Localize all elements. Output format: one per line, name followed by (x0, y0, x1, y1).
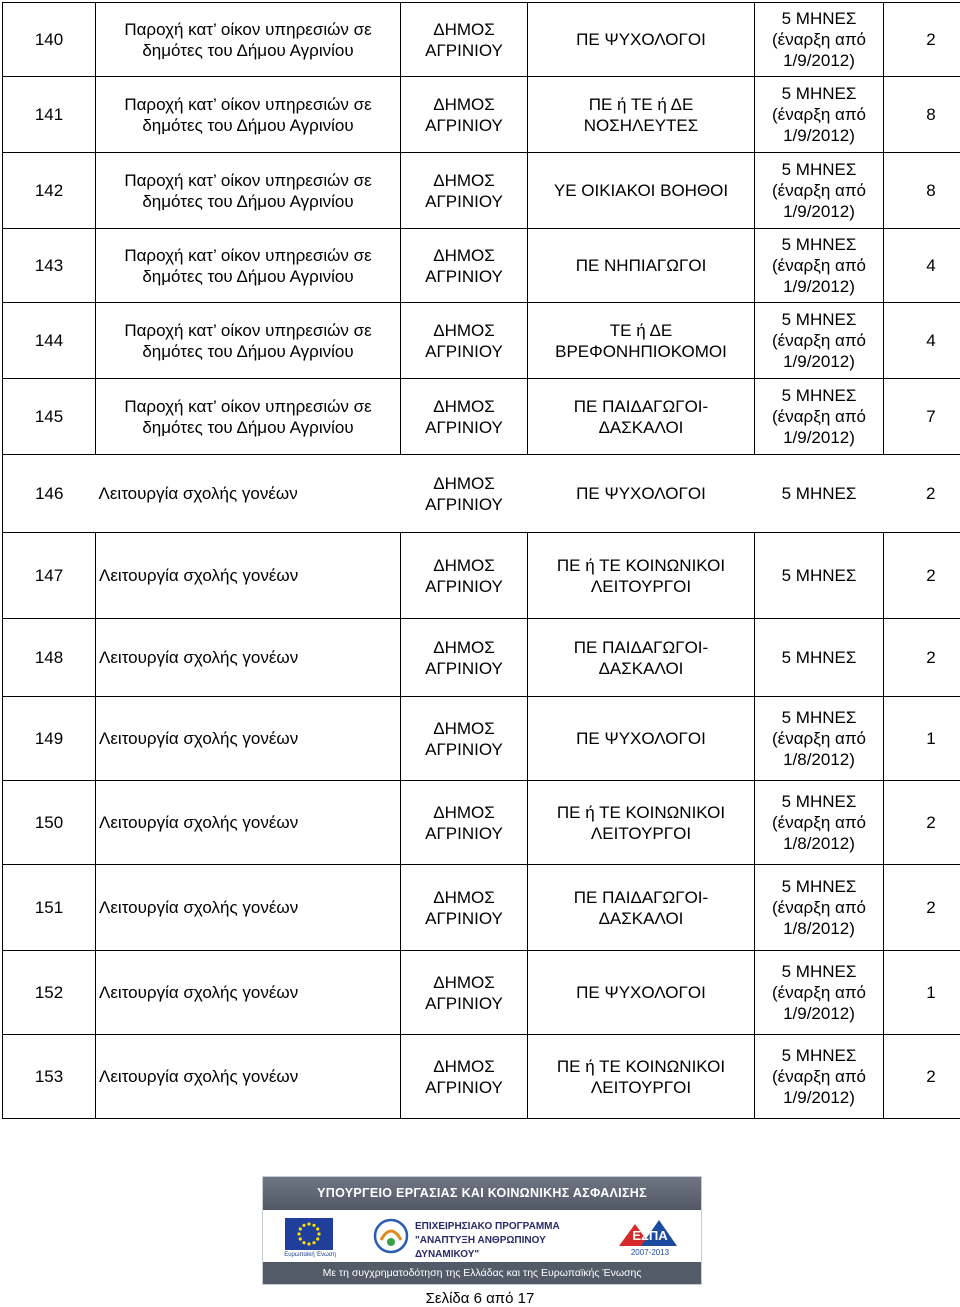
row-duration-line: (έναρξη από (758, 29, 880, 50)
row-municipality (401, 455, 528, 533)
row-municipality (401, 3, 528, 77)
row-municipality-line: ΑΓΡΙΝΙΟΥ (404, 115, 524, 136)
row-description-line: Λειτουργία σχολής γονέων (99, 483, 398, 504)
operational-program-logo-icon (373, 1218, 409, 1254)
row-duration-line: 5 ΜΗΝΕΣ (758, 961, 880, 982)
positions-table (2, 2, 960, 1119)
row-duration-line: (έναρξη από (758, 104, 880, 125)
table-row (3, 781, 960, 865)
row-specialty-line: ΔΑΣΚΑΛΟΙ (531, 908, 751, 929)
row-count: 2 (884, 781, 960, 865)
row-specialty (528, 865, 755, 951)
row-specialty (528, 77, 755, 153)
row-duration (755, 77, 884, 153)
ministry-title: ΥΠΟΥΡΓΕΙΟ ΕΡΓΑΣΙΑΣ ΚΑΙ ΚΟΙΝΩΝΙΚΗΣ ΑΣΦΑΛΙΣΗΣ (263, 1177, 701, 1210)
row-duration-line: 5 ΜΗΝΕΣ (758, 1045, 880, 1066)
row-specialty-line: ΠΕ ή ΤΕ ΚΟΙΝΩΝΙΚΟΙ (531, 802, 751, 823)
row-number: 144 (3, 303, 96, 379)
eu-caption: Ευρωπαϊκή Ένωση (277, 1252, 343, 1259)
logos-strip (263, 1210, 701, 1262)
row-count: 2 (884, 1035, 960, 1119)
row-specialty-line: ΠΕ ή ΤΕ ΚΟΙΝΩΝΙΚΟΙ (531, 1056, 751, 1077)
row-specialty-line: ΠΕ ΨΥΧΟΛΟΓΟΙ (531, 29, 751, 50)
row-specialty (528, 951, 755, 1035)
row-count: 2 (884, 455, 960, 533)
row-count: 7 (884, 379, 960, 455)
espa-logo-icon (615, 1216, 685, 1258)
row-description (96, 533, 401, 619)
row-specialty-line: ΛΕΙΤΟΥΡΓΟΙ (531, 1077, 751, 1098)
row-duration-line: 1/9/2012) (758, 1003, 880, 1024)
row-duration-line: (έναρξη από (758, 812, 880, 833)
row-description-line: Λειτουργία σχολής γονέων (99, 982, 397, 1003)
row-municipality-line: ΑΓΡΙΝΙΟΥ (404, 494, 525, 515)
row-municipality (401, 865, 528, 951)
eu-flag-icon (285, 1218, 333, 1250)
row-duration-line: (έναρξη από (758, 180, 880, 201)
row-duration-line: 1/9/2012) (758, 1087, 880, 1108)
row-duration (755, 533, 884, 619)
row-specialty (528, 1035, 755, 1119)
table-row (3, 455, 960, 533)
row-specialty (528, 303, 755, 379)
row-duration (755, 303, 884, 379)
row-number: 148 (3, 619, 96, 697)
row-description (96, 781, 401, 865)
table-row (3, 951, 960, 1035)
positions-table-body (3, 3, 960, 1119)
table-row (3, 3, 960, 77)
row-municipality-line: ΔΗΜΟΣ (404, 19, 524, 40)
row-municipality (401, 153, 528, 229)
row-municipality-line: ΔΗΜΟΣ (404, 637, 524, 658)
program-line-2: "ΑΝΑΠΤΥΞΗ ΑΝΘΡΩΠΙΝΟΥ ΔΥΝΑΜΙΚΟΥ" (415, 1234, 605, 1262)
row-specialty (528, 697, 755, 781)
row-specialty (528, 455, 755, 533)
row-description-line: δημότες του Δήμου Αγρινίου (99, 266, 397, 287)
row-municipality (401, 303, 528, 379)
row-duration-line: 5 ΜΗΝΕΣ (758, 483, 881, 504)
row-specialty-line: ΛΕΙΤΟΥΡΓΟΙ (531, 576, 751, 597)
row-duration (755, 1035, 884, 1119)
row-municipality-line: ΑΓΡΙΝΙΟΥ (404, 739, 524, 760)
row-duration-line: 1/9/2012) (758, 125, 880, 146)
row-duration-line: (έναρξη από (758, 1066, 880, 1087)
table-row (3, 379, 960, 455)
row-duration-line: 1/8/2012) (758, 833, 880, 854)
page-number: Σελίδα 6 από 17 (0, 1290, 960, 1307)
row-number: 150 (3, 781, 96, 865)
row-duration (755, 865, 884, 951)
row-specialty-line: ΠΕ ΝΗΠΙΑΓΩΓΟΙ (531, 255, 751, 276)
row-number: 152 (3, 951, 96, 1035)
row-number: 153 (3, 1035, 96, 1119)
row-specialty-line: ΛΕΙΤΟΥΡΓΟΙ (531, 823, 751, 844)
row-description (96, 77, 401, 153)
row-specialty-line: ΠΕ ή ΤΕ ή ΔΕ (531, 94, 751, 115)
table-row (3, 533, 960, 619)
program-name (415, 1220, 605, 1262)
row-count: 4 (884, 303, 960, 379)
row-specialty-line: ΔΑΣΚΑΛΟΙ (531, 658, 751, 679)
row-number: 140 (3, 3, 96, 77)
row-description-line: δημότες του Δήμου Αγρινίου (99, 191, 397, 212)
row-municipality-line: ΑΓΡΙΝΙΟΥ (404, 266, 524, 287)
row-duration-line: 1/9/2012) (758, 427, 880, 448)
row-duration-line: 5 ΜΗΝΕΣ (758, 385, 880, 406)
row-duration-line: 1/8/2012) (758, 918, 880, 939)
row-municipality-line: ΑΓΡΙΝΙΟΥ (404, 341, 524, 362)
row-municipality (401, 619, 528, 697)
row-municipality-line: ΑΓΡΙΝΙΟΥ (404, 993, 524, 1014)
row-number: 147 (3, 533, 96, 619)
row-description-line: δημότες του Δήμου Αγρινίου (99, 115, 397, 136)
row-duration-line: 5 ΜΗΝΕΣ (758, 565, 880, 586)
row-duration (755, 781, 884, 865)
row-duration (755, 619, 884, 697)
row-specialty-line: ΠΕ ΠΑΙΔΑΓΩΓΟΙ- (531, 887, 751, 908)
row-duration-line: (έναρξη από (758, 255, 880, 276)
espa-label: ΕΣΠΑ (632, 1228, 668, 1243)
row-description-line: Παροχή κατ’ οίκον υπηρεσιών σε (99, 245, 397, 266)
row-description-line: δημότες του Δήμου Αγρινίου (99, 40, 397, 61)
row-description (96, 619, 401, 697)
row-duration (755, 697, 884, 781)
table-row (3, 77, 960, 153)
row-municipality-line: ΑΓΡΙΝΙΟΥ (404, 40, 524, 61)
row-count: 8 (884, 77, 960, 153)
row-municipality (401, 951, 528, 1035)
row-description-line: Λειτουργία σχολής γονέων (99, 897, 397, 918)
row-specialty (528, 229, 755, 303)
row-duration-line: 5 ΜΗΝΕΣ (758, 876, 880, 897)
row-municipality-line: ΔΗΜΟΣ (404, 972, 524, 993)
funding-banner (262, 1176, 702, 1285)
table-row (3, 1035, 960, 1119)
row-duration (755, 455, 884, 533)
row-description-line: Παροχή κατ’ οίκον υπηρεσιών σε (99, 320, 397, 341)
row-specialty-line: ΝΟΣΗΛΕΥΤΕΣ (531, 115, 751, 136)
row-number: 149 (3, 697, 96, 781)
row-duration-line: (έναρξη από (758, 406, 880, 427)
row-municipality (401, 697, 528, 781)
program-line-1: ΕΠΙΧΕΙΡΗΣΙΑΚΟ ΠΡΟΓΡΑΜΜΑ (415, 1220, 605, 1234)
row-municipality-line: ΔΗΜΟΣ (404, 320, 524, 341)
row-count: 1 (884, 951, 960, 1035)
cofinance-note: Με τη συγχρηματοδότηση της Ελλάδας και της Ευρωπαϊκής Ένωσης (263, 1262, 701, 1284)
row-municipality-line: ΑΓΡΙΝΙΟΥ (404, 823, 524, 844)
table-row (3, 865, 960, 951)
row-specialty-line: ΠΕ ΨΥΧΟΛΟΓΟΙ (531, 728, 751, 749)
row-specialty-line: ΠΕ ΨΥΧΟΛΟΓΟΙ (531, 982, 751, 1003)
row-duration-line: 1/9/2012) (758, 50, 880, 71)
row-municipality-line: ΑΓΡΙΝΙΟΥ (404, 576, 524, 597)
row-specialty-line: ΠΕ ΠΑΙΔΑΓΩΓΟΙ- (531, 396, 751, 417)
row-number: 151 (3, 865, 96, 951)
row-description-line: Παροχή κατ’ οίκον υπηρεσιών σε (99, 396, 397, 417)
row-description-line: Λειτουργία σχολής γονέων (99, 812, 397, 833)
row-municipality-line: ΔΗΜΟΣ (404, 396, 524, 417)
row-duration (755, 153, 884, 229)
row-specialty (528, 781, 755, 865)
table-row (3, 229, 960, 303)
row-duration (755, 229, 884, 303)
row-specialty (528, 153, 755, 229)
row-specialty-line: ΥΕ ΟΙΚΙΑΚΟΙ ΒΟΗΘΟΙ (531, 180, 751, 201)
row-duration-line: 5 ΜΗΝΕΣ (758, 309, 880, 330)
row-description-line: δημότες του Δήμου Αγρινίου (99, 341, 397, 362)
row-duration-line: 5 ΜΗΝΕΣ (758, 647, 880, 668)
row-description (96, 455, 401, 533)
row-municipality-line: ΔΗΜΟΣ (404, 718, 524, 739)
row-duration-line: 1/9/2012) (758, 276, 880, 297)
row-municipality-line: ΑΓΡΙΝΙΟΥ (404, 658, 524, 679)
row-specialty (528, 3, 755, 77)
row-number: 145 (3, 379, 96, 455)
row-count: 1 (884, 697, 960, 781)
row-specialty-line: ΒΡΕΦΟΝΗΠΙΟΚΟΜΟΙ (531, 341, 751, 362)
row-municipality-line: ΑΓΡΙΝΙΟΥ (404, 1077, 524, 1098)
row-duration-line: (έναρξη από (758, 982, 880, 1003)
row-specialty-line: ΠΕ ή ΤΕ ΚΟΙΝΩΝΙΚΟΙ (531, 555, 751, 576)
row-description-line: Λειτουργία σχολής γονέων (99, 1066, 397, 1087)
row-duration (755, 379, 884, 455)
table-row (3, 153, 960, 229)
espa-years: 2007-2013 (631, 1248, 670, 1257)
row-description (96, 697, 401, 781)
row-municipality-line: ΔΗΜΟΣ (404, 473, 525, 494)
row-description (96, 3, 401, 77)
row-description-line: δημότες του Δήμου Αγρινίου (99, 417, 397, 438)
row-duration (755, 3, 884, 77)
row-count: 2 (884, 3, 960, 77)
row-duration-line: 5 ΜΗΝΕΣ (758, 234, 880, 255)
row-municipality (401, 533, 528, 619)
row-municipality-line: ΔΗΜΟΣ (404, 94, 524, 115)
row-description-line: Λειτουργία σχολής γονέων (99, 647, 397, 668)
row-description (96, 229, 401, 303)
row-specialty-line: ΔΑΣΚΑΛΟΙ (531, 417, 751, 438)
row-specialty-line: ΠΕ ΠΑΙΔΑΓΩΓΟΙ- (531, 637, 751, 658)
table-row (3, 303, 960, 379)
row-description-line: Παροχή κατ’ οίκον υπηρεσιών σε (99, 170, 397, 191)
row-specialty-line: ΠΕ ΨΥΧΟΛΟΓΟΙ (531, 483, 752, 504)
row-count: 8 (884, 153, 960, 229)
row-municipality-line: ΑΓΡΙΝΙΟΥ (404, 908, 524, 929)
row-specialty-line: ΤΕ ή ΔΕ (531, 320, 751, 341)
row-description (96, 1035, 401, 1119)
row-duration-line: 5 ΜΗΝΕΣ (758, 83, 880, 104)
row-description (96, 379, 401, 455)
row-duration-line: 5 ΜΗΝΕΣ (758, 159, 880, 180)
row-description (96, 153, 401, 229)
row-municipality-line: ΔΗΜΟΣ (404, 555, 524, 576)
table-row (3, 619, 960, 697)
table-row (3, 697, 960, 781)
row-specialty (528, 619, 755, 697)
row-duration (755, 951, 884, 1035)
row-description (96, 951, 401, 1035)
row-description (96, 303, 401, 379)
row-count: 2 (884, 619, 960, 697)
row-count: 2 (884, 865, 960, 951)
row-duration-line: 5 ΜΗΝΕΣ (758, 791, 880, 812)
row-number: 143 (3, 229, 96, 303)
row-duration-line: (έναρξη από (758, 728, 880, 749)
row-number: 146 (3, 455, 96, 533)
row-municipality-line: ΔΗΜΟΣ (404, 887, 524, 908)
row-municipality (401, 77, 528, 153)
row-duration-line: (έναρξη από (758, 897, 880, 918)
row-description-line: Παροχή κατ’ οίκον υπηρεσιών σε (99, 19, 397, 40)
row-number: 142 (3, 153, 96, 229)
row-count: 4 (884, 229, 960, 303)
row-description-line: Παροχή κατ’ οίκον υπηρεσιών σε (99, 94, 397, 115)
row-duration-line: 5 ΜΗΝΕΣ (758, 707, 880, 728)
row-municipality-line: ΔΗΜΟΣ (404, 170, 524, 191)
row-municipality-line: ΑΓΡΙΝΙΟΥ (404, 417, 524, 438)
row-municipality (401, 229, 528, 303)
row-count: 2 (884, 533, 960, 619)
row-municipality-line: ΔΗΜΟΣ (404, 245, 524, 266)
row-specialty (528, 379, 755, 455)
row-duration-line: (έναρξη από (758, 330, 880, 351)
row-municipality (401, 1035, 528, 1119)
row-duration-line: 5 ΜΗΝΕΣ (758, 8, 880, 29)
row-municipality-line: ΔΗΜΟΣ (404, 802, 524, 823)
row-duration-line: 1/9/2012) (758, 351, 880, 372)
row-description (96, 865, 401, 951)
row-municipality (401, 379, 528, 455)
row-description-line: Λειτουργία σχολής γονέων (99, 565, 397, 586)
row-municipality (401, 781, 528, 865)
row-duration-line: 1/9/2012) (758, 201, 880, 222)
row-duration-line: 1/8/2012) (758, 749, 880, 770)
row-number: 141 (3, 77, 96, 153)
row-municipality-line: ΔΗΜΟΣ (404, 1056, 524, 1077)
row-municipality-line: ΑΓΡΙΝΙΟΥ (404, 191, 524, 212)
row-specialty (528, 533, 755, 619)
row-description-line: Λειτουργία σχολής γονέων (99, 728, 397, 749)
